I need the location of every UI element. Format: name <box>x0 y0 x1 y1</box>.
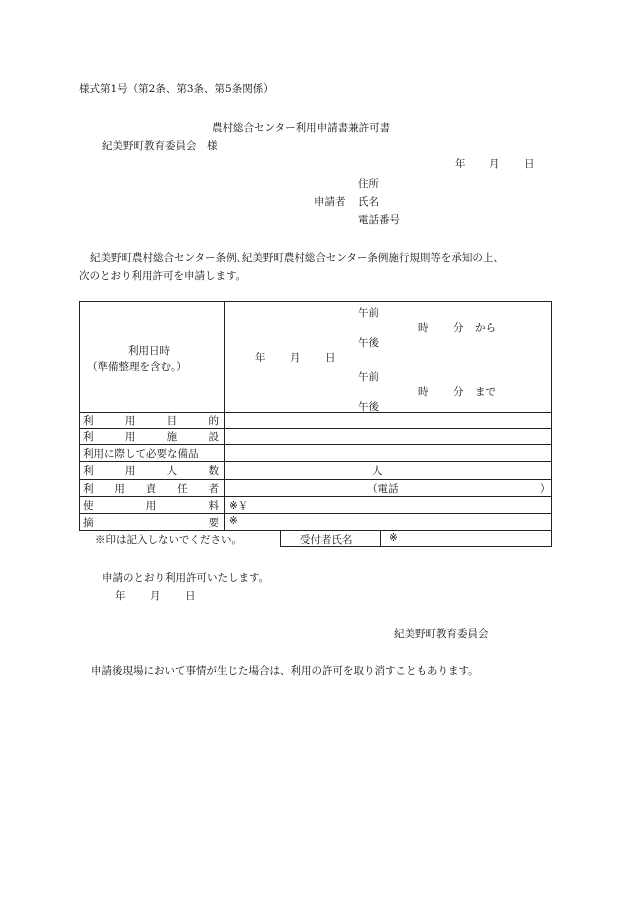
applicant-label: 申請者 <box>314 196 346 208</box>
manager-phone-close: ） <box>540 483 551 495</box>
purpose-label: 利 用 目 的 <box>83 415 219 427</box>
permit-day: 日 <box>185 590 196 602</box>
date-day: 日 <box>524 158 535 170</box>
form-number: 様式第1号（第2条、第3条、第5条関係） <box>79 83 274 95</box>
end-hour: 時 <box>418 386 429 398</box>
fee-value: ※￥ <box>229 500 249 512</box>
permit-text: 申請のとおり利用許可いたします。 <box>102 572 270 584</box>
end-pm: 午後 <box>358 401 379 413</box>
phone-label: 電話番号 <box>358 214 400 226</box>
footer-note: 申請後現場において事情が生じた場合は、利用の許可を取り消すこともあります。 <box>91 665 479 677</box>
manager-phone-open: （電話 <box>367 483 399 495</box>
intro-line-1: 紀美野町農村総合センター条例､紀美野町農村総合センター条例施行規則等を承知の上、 <box>90 252 504 264</box>
row-line <box>79 444 552 445</box>
people-unit: 人 <box>372 465 383 477</box>
table-border-top <box>79 301 552 302</box>
manager-label: 利 用 責 任 者 <box>83 483 219 495</box>
date-month: 月 <box>489 158 500 170</box>
table-note: ※印は記入しないでください。 <box>95 534 242 546</box>
facility-label: 利 用 施 設 <box>83 431 219 443</box>
table-border-right <box>551 301 552 547</box>
start-am: 午前 <box>358 307 379 319</box>
datetime-month: 月 <box>290 352 301 364</box>
fee-label: 使 用 料 <box>83 500 219 512</box>
permit-year: 年 <box>115 590 126 602</box>
addressee: 紀美野町教育委員会 様 <box>102 140 218 152</box>
issuer: 紀美野町教育委員会 <box>394 628 489 640</box>
permit-month: 月 <box>150 590 161 602</box>
people-label: 利 用 人 数 <box>83 465 219 477</box>
row-line <box>79 530 552 531</box>
receiver-label: 受付者氏名 <box>300 534 353 546</box>
receiver-box-left <box>280 530 281 547</box>
equipment-label: 利用に際して必要な備品 <box>83 448 199 460</box>
start-pm: 午後 <box>358 337 379 349</box>
datetime-sublabel: （準備整理を含む。） <box>87 361 187 373</box>
row-line <box>79 461 552 462</box>
intro-line-2: 次のとおり利用許可を申請します。 <box>79 270 247 282</box>
start-from: から <box>475 322 496 334</box>
end-minute: 分 <box>453 386 464 398</box>
summary-value: ※ <box>229 515 238 527</box>
end-until: まで <box>475 386 496 398</box>
date-year: 年 <box>455 158 466 170</box>
receiver-value: ※ <box>389 532 398 544</box>
page-title: 農村総合センター利用申請書兼許可書 <box>212 122 391 134</box>
datetime-label: 利用日時 <box>128 345 170 357</box>
receiver-box-divider <box>380 530 381 547</box>
summary-label: 摘 要 <box>83 517 219 529</box>
start-hour: 時 <box>418 322 429 334</box>
datetime-year: 年 <box>255 352 266 364</box>
name-label: 氏名 <box>358 196 379 208</box>
row-line <box>79 496 552 497</box>
address-label: 住所 <box>358 178 379 190</box>
row-line <box>79 513 552 514</box>
end-am: 午前 <box>358 371 379 383</box>
row-line <box>79 479 552 480</box>
start-minute: 分 <box>453 322 464 334</box>
datetime-day: 日 <box>325 352 336 364</box>
